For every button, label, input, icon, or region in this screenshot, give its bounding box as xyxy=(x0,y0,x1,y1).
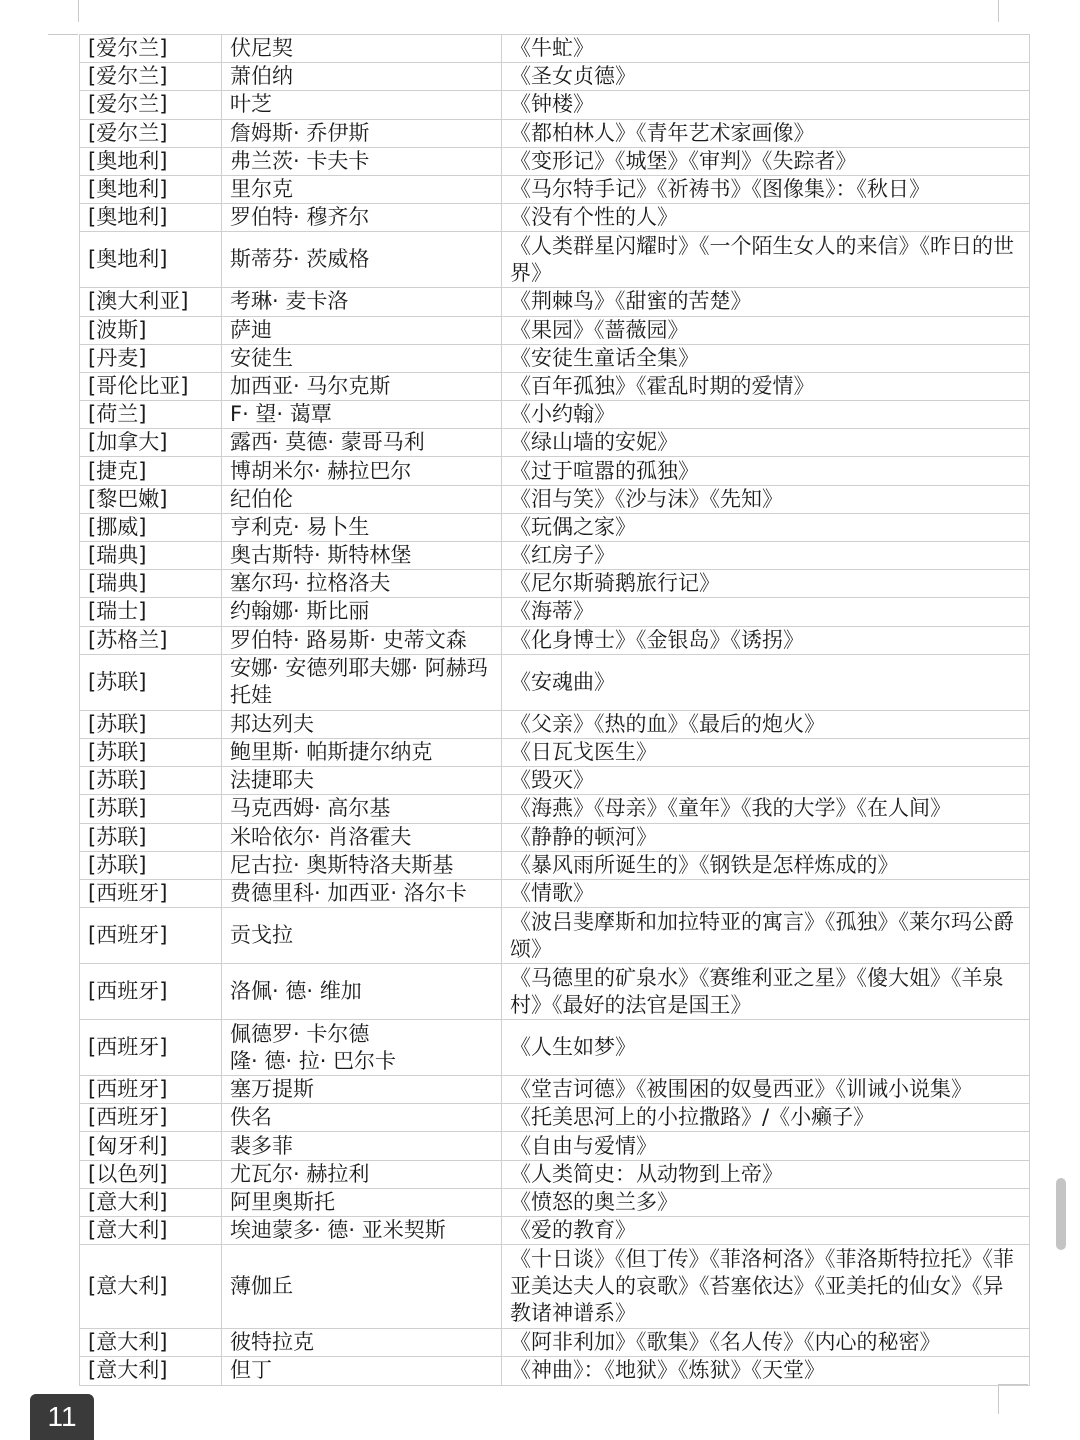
author-cell: 尼古拉· 奥斯特洛夫斯基 xyxy=(222,851,502,879)
table-row xyxy=(80,204,1030,232)
table-row xyxy=(80,1357,1030,1385)
table-row xyxy=(80,35,1030,63)
table-row xyxy=(80,288,1030,316)
table-row xyxy=(80,429,1030,457)
works-cell: 《海蒂》 xyxy=(502,598,1030,626)
works-cell: 《托美思河上的小拉撒路》/《小癞子》 xyxy=(502,1104,1030,1132)
works-cell: 《绿山墙的安妮》 xyxy=(502,429,1030,457)
author-cell: 马克西姆· 高尔基 xyxy=(222,795,502,823)
table-row xyxy=(80,63,1030,91)
table-row xyxy=(80,654,1030,710)
works-cell: 《尼尔斯骑鹅旅行记》 xyxy=(502,570,1030,598)
author-cell: 佩德罗· 卡尔德 隆· 德· 拉· 巴尔卡 xyxy=(222,1020,502,1076)
works-cell: 《化身博士》《金银岛》《诱拐》 xyxy=(502,626,1030,654)
works-cell: 《都柏林人》《青年艺术家画像》 xyxy=(502,119,1030,147)
works-cell: 《波吕斐摩斯和加拉特亚的寓言》《孤独》《莱尔玛公爵颂》 xyxy=(502,908,1030,964)
author-cell: 伏尼契 xyxy=(222,35,502,63)
table-row xyxy=(80,542,1030,570)
table-row xyxy=(80,175,1030,203)
table-row xyxy=(80,119,1030,147)
table-row xyxy=(80,457,1030,485)
works-cell: 《没有个性的人》 xyxy=(502,204,1030,232)
table-row xyxy=(80,1329,1030,1357)
author-cell: 约翰娜· 斯比丽 xyxy=(222,598,502,626)
table-row xyxy=(80,1188,1030,1216)
author-cell: 罗伯特· 路易斯· 史蒂文森 xyxy=(222,626,502,654)
country-cell: [瑞典] xyxy=(80,542,222,570)
works-cell: 《荆棘鸟》《甜蜜的苦楚》 xyxy=(502,288,1030,316)
author-cell: 法捷耶夫 xyxy=(222,767,502,795)
author-cell: 佚名 xyxy=(222,1104,502,1132)
author-cell: 塞万提斯 xyxy=(222,1076,502,1104)
author-cell: 阿里奥斯托 xyxy=(222,1188,502,1216)
author-cell: 纪伯伦 xyxy=(222,485,502,513)
works-cell: 《小约翰》 xyxy=(502,401,1030,429)
country-cell: [波斯] xyxy=(80,316,222,344)
country-cell: [奥地利] xyxy=(80,204,222,232)
works-cell: 《安魂曲》 xyxy=(502,654,1030,710)
scrollbar-thumb[interactable] xyxy=(1056,1178,1066,1250)
table-row xyxy=(80,710,1030,738)
table-row xyxy=(80,964,1030,1020)
author-cell: 弗兰茨· 卡夫卡 xyxy=(222,147,502,175)
works-cell: 《钟楼》 xyxy=(502,91,1030,119)
country-cell: [丹麦] xyxy=(80,344,222,372)
author-cell: 斯蒂芬· 茨威格 xyxy=(222,232,502,288)
country-cell: [苏联] xyxy=(80,851,222,879)
country-cell: [爱尔兰] xyxy=(80,91,222,119)
author-cell: 彼特拉克 xyxy=(222,1329,502,1357)
table-row xyxy=(80,879,1030,907)
author-cell: 鲍里斯· 帕斯捷尔纳克 xyxy=(222,738,502,766)
country-cell: [意大利] xyxy=(80,1217,222,1245)
country-cell: [意大利] xyxy=(80,1329,222,1357)
works-cell: 《马德里的矿泉水》《赛维利亚之星》《傻大姐》《羊泉村》《最好的法官是国王》 xyxy=(502,964,1030,1020)
works-cell: 《静静的顿河》 xyxy=(502,823,1030,851)
works-cell: 《自由与爱情》 xyxy=(502,1132,1030,1160)
works-cell: 《神曲》：《地狱》《炼狱》《天堂》 xyxy=(502,1357,1030,1385)
works-cell: 《阿非利加》《歌集》《名人传》《内心的秘密》 xyxy=(502,1329,1030,1357)
table-row xyxy=(80,570,1030,598)
author-cell: 安徒生 xyxy=(222,344,502,372)
works-cell: 《堂吉诃德》《被围困的奴曼西亚》《训诫小说集》 xyxy=(502,1076,1030,1104)
country-cell: [西班牙] xyxy=(80,908,222,964)
author-cell: 安娜· 安德列耶夫娜· 阿赫玛托娃 xyxy=(222,654,502,710)
works-cell: 《情歌》 xyxy=(502,879,1030,907)
works-cell: 《泪与笑》《沙与沫》《先知》 xyxy=(502,485,1030,513)
crop-mark-top-left xyxy=(78,0,79,22)
author-cell: 邦达列夫 xyxy=(222,710,502,738)
table-row xyxy=(80,316,1030,344)
country-cell: [苏联] xyxy=(80,767,222,795)
table-row xyxy=(80,344,1030,372)
table-row xyxy=(80,372,1030,400)
table-row xyxy=(80,401,1030,429)
author-cell: 奥古斯特· 斯特林堡 xyxy=(222,542,502,570)
table-row xyxy=(80,232,1030,288)
author-cell: 亨利克· 易卜生 xyxy=(222,513,502,541)
works-cell: 《日瓦戈医生》 xyxy=(502,738,1030,766)
country-cell: [加拿大] xyxy=(80,429,222,457)
table-row xyxy=(80,1245,1030,1329)
table-row xyxy=(80,908,1030,964)
table-row xyxy=(80,738,1030,766)
country-cell: [意大利] xyxy=(80,1188,222,1216)
table-row xyxy=(80,823,1030,851)
country-cell: [苏联] xyxy=(80,710,222,738)
table-row xyxy=(80,91,1030,119)
works-cell: 《红房子》 xyxy=(502,542,1030,570)
table-row xyxy=(80,1132,1030,1160)
author-cell: 萧伯纳 xyxy=(222,63,502,91)
author-cell: F· 望· 蔼覃 xyxy=(222,401,502,429)
table-row xyxy=(80,1020,1030,1076)
country-cell: [爱尔兰] xyxy=(80,35,222,63)
author-cell: 裴多菲 xyxy=(222,1132,502,1160)
country-cell: [意大利] xyxy=(80,1357,222,1385)
country-cell: [爱尔兰] xyxy=(80,119,222,147)
author-cell: 塞尔玛· 拉格洛夫 xyxy=(222,570,502,598)
table-row xyxy=(80,851,1030,879)
country-cell: [苏联] xyxy=(80,738,222,766)
author-cell: 费德里科· 加西亚· 洛尔卡 xyxy=(222,879,502,907)
author-cell: 里尔克 xyxy=(222,175,502,203)
table-row xyxy=(80,1217,1030,1245)
works-cell: 《玩偶之家》 xyxy=(502,513,1030,541)
country-cell: [奥地利] xyxy=(80,232,222,288)
country-cell: [以色列] xyxy=(80,1160,222,1188)
country-cell: [意大利] xyxy=(80,1245,222,1329)
crop-mark-bottom-right-v xyxy=(998,1384,999,1414)
works-cell: 《愤怒的奥兰多》 xyxy=(502,1188,1030,1216)
table-row xyxy=(80,513,1030,541)
works-cell: 《牛虻》 xyxy=(502,35,1030,63)
author-cell: 尤瓦尔· 赫拉利 xyxy=(222,1160,502,1188)
author-cell: 叶芝 xyxy=(222,91,502,119)
author-cell: 加西亚· 马尔克斯 xyxy=(222,372,502,400)
author-cell: 詹姆斯· 乔伊斯 xyxy=(222,119,502,147)
author-cell: 萨迪 xyxy=(222,316,502,344)
table-row xyxy=(80,1076,1030,1104)
works-cell: 《百年孤独》《霍乱时期的爱情》 xyxy=(502,372,1030,400)
author-cell: 薄伽丘 xyxy=(222,1245,502,1329)
country-cell: [挪威] xyxy=(80,513,222,541)
works-cell: 《圣女贞德》 xyxy=(502,63,1030,91)
table-row xyxy=(80,767,1030,795)
country-cell: [苏联] xyxy=(80,654,222,710)
country-cell: [西班牙] xyxy=(80,964,222,1020)
country-cell: [黎巴嫩] xyxy=(80,485,222,513)
table-row xyxy=(80,795,1030,823)
country-cell: [西班牙] xyxy=(80,1020,222,1076)
author-works-table xyxy=(79,34,1030,1386)
country-cell: [苏格兰] xyxy=(80,626,222,654)
works-cell: 《海燕》《母亲》《童年》《我的大学》《在人间》 xyxy=(502,795,1030,823)
works-cell: 《人类简史：从动物到上帝》 xyxy=(502,1160,1030,1188)
country-cell: [荷兰] xyxy=(80,401,222,429)
works-cell: 《人生如梦》 xyxy=(502,1020,1030,1076)
works-cell: 《毁灭》 xyxy=(502,767,1030,795)
table-body xyxy=(80,35,1030,1386)
crop-mark-top-left-h xyxy=(48,34,78,35)
country-cell: [瑞士] xyxy=(80,598,222,626)
works-cell: 《暴风雨所诞生的》《钢铁是怎样炼成的》 xyxy=(502,851,1030,879)
table-row xyxy=(80,147,1030,175)
country-cell: [苏联] xyxy=(80,795,222,823)
country-cell: [西班牙] xyxy=(80,1104,222,1132)
country-cell: [匈牙利] xyxy=(80,1132,222,1160)
author-cell: 博胡米尔· 赫拉巴尔 xyxy=(222,457,502,485)
country-cell: [奥地利] xyxy=(80,147,222,175)
works-cell: 《变形记》《城堡》《审判》《失踪者》 xyxy=(502,147,1030,175)
author-cell: 但丁 xyxy=(222,1357,502,1385)
crop-mark-top-right xyxy=(998,0,999,22)
works-cell: 《过于喧嚣的孤独》 xyxy=(502,457,1030,485)
country-cell: [苏联] xyxy=(80,823,222,851)
author-cell: 米哈依尔· 肖洛霍夫 xyxy=(222,823,502,851)
table-row xyxy=(80,1104,1030,1132)
author-cell: 罗伯特· 穆齐尔 xyxy=(222,204,502,232)
works-cell: 《安徒生童话全集》 xyxy=(502,344,1030,372)
country-cell: [爱尔兰] xyxy=(80,63,222,91)
page-number-badge: 11 xyxy=(30,1394,94,1440)
country-cell: [西班牙] xyxy=(80,879,222,907)
country-cell: [奥地利] xyxy=(80,175,222,203)
country-cell: [捷克] xyxy=(80,457,222,485)
country-cell: [哥伦比亚] xyxy=(80,372,222,400)
works-cell: 《爱的教育》 xyxy=(502,1217,1030,1245)
author-cell: 埃迪蒙多· 德· 亚米契斯 xyxy=(222,1217,502,1245)
country-cell: [澳大利亚] xyxy=(80,288,222,316)
works-cell: 《马尔特手记》《祈祷书》《图像集》：《秋日》 xyxy=(502,175,1030,203)
works-cell: 《果园》《蔷薇园》 xyxy=(502,316,1030,344)
works-cell: 《人类群星闪耀时》《一个陌生女人的来信》《昨日的世界》 xyxy=(502,232,1030,288)
table-row xyxy=(80,626,1030,654)
country-cell: [西班牙] xyxy=(80,1076,222,1104)
country-cell: [瑞典] xyxy=(80,570,222,598)
author-cell: 贡戈拉 xyxy=(222,908,502,964)
works-cell: 《十日谈》《但丁传》《菲洛柯洛》《菲洛斯特拉托》《菲亚美达夫人的哀歌》《苔塞依达》《亚美托的仙女》《异教诸神谱系》 xyxy=(502,1245,1030,1329)
table-row xyxy=(80,598,1030,626)
author-cell: 考琳· 麦卡洛 xyxy=(222,288,502,316)
works-cell: 《父亲》《热的血》《最后的炮火》 xyxy=(502,710,1030,738)
table-row xyxy=(80,485,1030,513)
author-cell: 露西· 莫德· 蒙哥马利 xyxy=(222,429,502,457)
table-row xyxy=(80,1160,1030,1188)
author-cell: 洛佩· 德· 维加 xyxy=(222,964,502,1020)
